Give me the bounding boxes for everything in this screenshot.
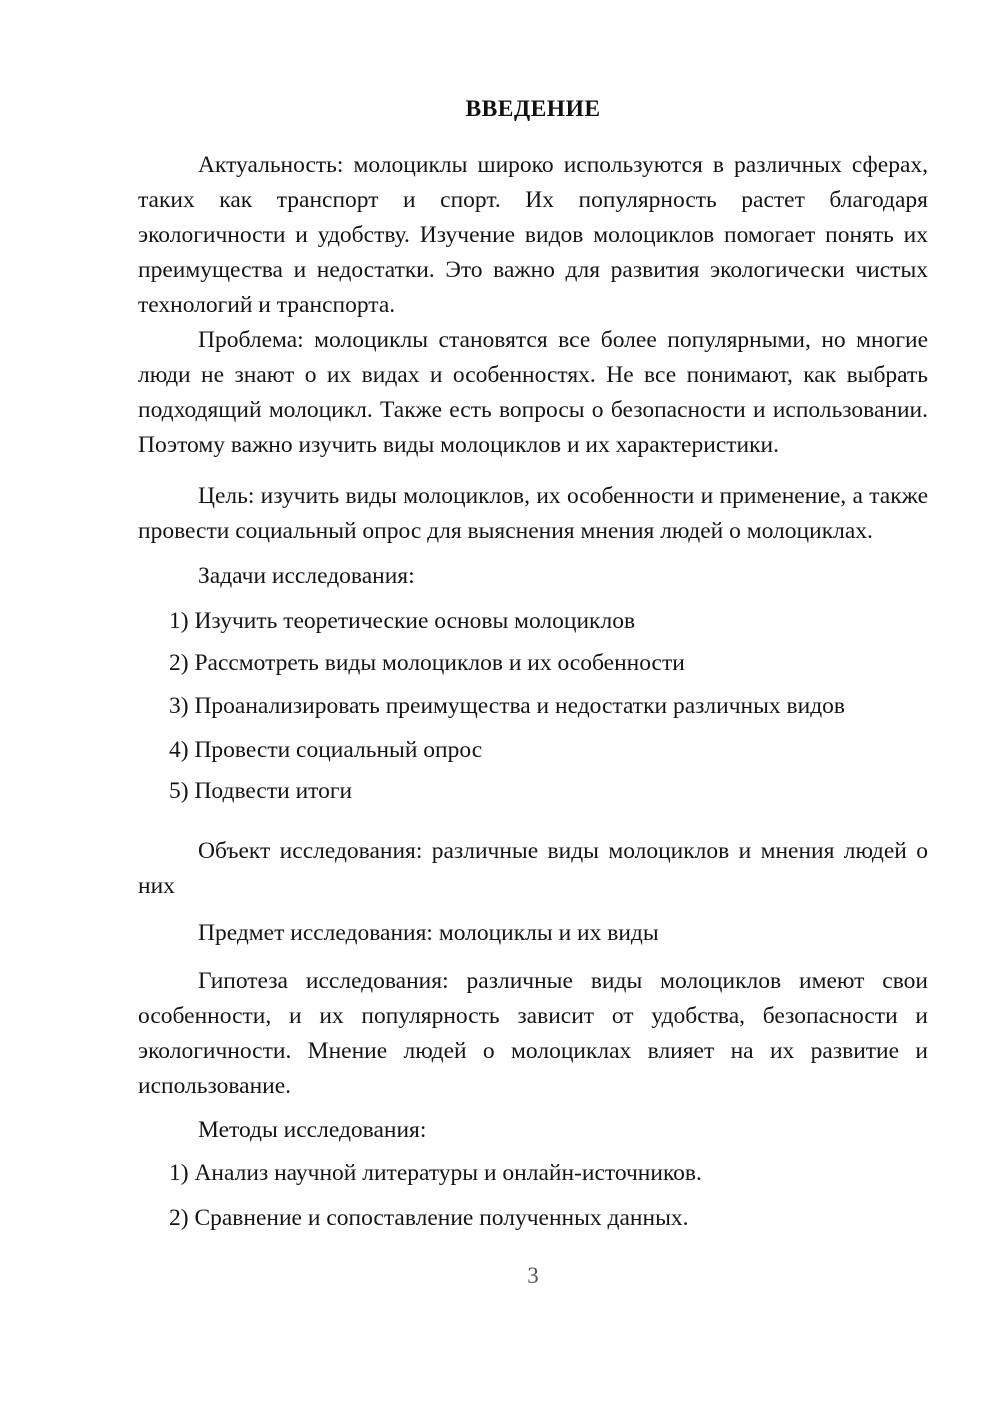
task-item-3: 3) Проанализировать преимущества и недостатки различных видов [169, 693, 845, 719]
method-item-1: 1) Анализ научной литературы и онлайн-источников. [169, 1160, 702, 1186]
paragraph-problem: Проблема: молоциклы становятся все более популярными, но многие люди не знают о их видах и особенностях. Не все понимают, как выбрать подходящий молоцикл. Также есть вопросы о безопасности и использовании. Поэтому важно изучить виды молоциклов и их характеристики. [138, 327, 928, 458]
paragraph-object: Объект исследования: различные виды молоциклов и мнения людей о них [138, 838, 928, 899]
page-number: 3 [527, 1263, 539, 1288]
task-item-5: 5) Подвести итоги [169, 778, 353, 804]
methods-heading: Методы исследования: [198, 1117, 427, 1143]
task-item-4: 4) Провести социальный опрос [169, 737, 483, 763]
method-item-2: 2) Сравнение и сопоставление полученных данных. [169, 1205, 689, 1231]
paragraph-subject: Предмет исследования: молоциклы и их виды [198, 920, 659, 946]
paragraph-hypothesis: Гипотеза исследования: различные виды молоциклов имеют свои особенности, и их популярность зависит от удобства, безопасности и экологичности. Мнение людей о молоциклах влияет на их развитие и использование. [138, 968, 928, 1099]
task-item-1: 1) Изучить теоретические основы молоциклов [169, 608, 636, 634]
paragraph-goal: Цель: изучить виды молоциклов, их особенности и применение, а также провести социальный опрос для выяснения мнения людей о молоциклах. [138, 483, 928, 544]
paragraph-relevance: Актуальность: молоциклы широко используются в различных сферах, таких как транспорт и спорт. Их популярность растет благодаря экологичности и удобству. Изучение видов молоциклов помогает понять их преимущества и недостатки. Это важно для развития экологически чистых технологий и транспорта. [138, 152, 928, 318]
task-item-2: 2) Рассмотреть виды молоциклов и их особенности [169, 650, 685, 676]
tasks-heading: Задачи исследования: [198, 563, 415, 589]
page-title: ВВЕДЕНИЕ [465, 96, 601, 122]
